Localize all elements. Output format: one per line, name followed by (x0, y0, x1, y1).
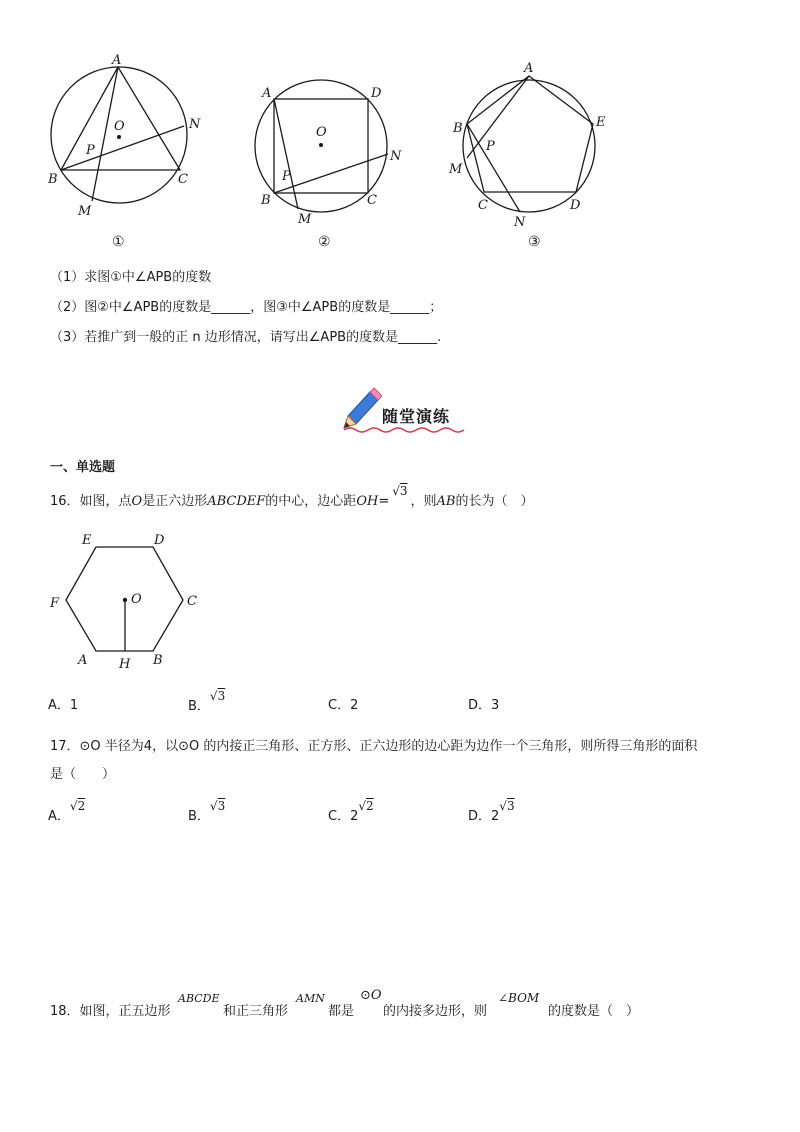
fig2-label-d: D (371, 86, 382, 101)
q17-option-b-key: B． (188, 809, 210, 824)
prev-q1: （1）求图①中∠APB的度数 (50, 270, 212, 285)
q16-text-d: = (378, 494, 390, 509)
fig3-label-e: E (596, 115, 606, 130)
fig2-caption: ② (318, 234, 331, 250)
fig3-label-a: A (524, 61, 534, 76)
q17-option-b[interactable] (188, 799, 226, 826)
q18-text-e: 的度数是（ ） (548, 1004, 640, 1019)
q16-option-b[interactable] (188, 689, 226, 716)
q16-option-d[interactable] (468, 697, 499, 715)
figure-3 (445, 50, 625, 250)
q17-option-d-key: D． (468, 809, 492, 824)
q17-option-c-key: C． (328, 809, 351, 824)
q17-option-c-coef: 2 (350, 809, 359, 824)
q16-option-c-key: C． (328, 698, 351, 713)
fig3-caption: ③ (528, 234, 541, 250)
fig2-line-bn (274, 154, 388, 193)
q16-option-a-val: 1 (69, 698, 79, 713)
fig1-label-b: B (48, 172, 58, 187)
q16-option-d-val: 3 (491, 698, 500, 713)
fig3-line-bn (467, 124, 520, 212)
hex-label-o: O (131, 592, 142, 607)
fig3-label-d: D (570, 198, 581, 213)
q17-option-a-sqrt: √2 (69, 799, 86, 813)
q18-sup-amn: AMN (296, 992, 325, 1005)
q16-var-oh: OH (356, 494, 379, 509)
fig3-label-c: C (478, 198, 488, 213)
q16-sqrt: √3 (392, 484, 408, 498)
q17-option-d-sqrt: √3 (499, 799, 515, 813)
prev-q3: （3）若推广到一般的正 n 边形情况，请写出∠APB的度数是______. (50, 330, 442, 345)
fig2-label-c: C (367, 193, 377, 208)
q16-text-c: 的中心，边心距 (265, 494, 357, 509)
q16-var-o: O (131, 494, 143, 509)
fig1-caption: ① (112, 234, 125, 250)
fig2-label-b: B (261, 193, 271, 208)
q16-text-f: 的长为（ ） (455, 494, 534, 509)
q16-option-d-key: D． (468, 698, 492, 713)
fig2-center-dot (319, 143, 323, 147)
q17-option-a[interactable] (48, 799, 86, 826)
fig2-label-p: P (282, 169, 291, 184)
q16-option-a[interactable] (48, 697, 78, 715)
prev-q2: （2）图②中∠APB的度数是______，图③中∠APB的度数是______； (50, 300, 443, 315)
hex-label-f: F (50, 596, 60, 611)
q16-option-a-key: A． (48, 698, 70, 713)
fig2-label-o: O (316, 125, 327, 140)
fig1-label-m: M (78, 204, 92, 219)
fig2-label-n: N (390, 149, 402, 164)
q18-text-c: 都是 (328, 1004, 355, 1019)
fig2-label-a: A (262, 86, 272, 101)
q16-text-e: ，则 (410, 494, 437, 509)
q17-option-c[interactable] (328, 799, 374, 826)
q16-text-a: 16．如图，点 (50, 494, 132, 509)
q16-option-b-sqrt: √3 (209, 689, 226, 703)
q16-option-c-val: 2 (350, 698, 359, 713)
fig3-label-b: B (453, 121, 463, 136)
q18-sup-abcde: ABCDE (178, 992, 220, 1005)
q18-sup-angle-bom: ∠BOM (498, 991, 540, 1005)
q18-sup-circle-o: ⊙O (360, 988, 382, 1003)
fig1-label-n: N (189, 117, 201, 132)
fig3-label-p: P (486, 139, 495, 154)
q16-option-c[interactable] (328, 697, 358, 715)
hex-label-a: A (78, 653, 88, 668)
q16-var-ab: AB (436, 494, 456, 509)
q17-line2: 是（ ） (50, 767, 116, 782)
figure-2 (250, 50, 430, 250)
q16-stem (50, 484, 534, 511)
fig1-center-dot (117, 135, 121, 139)
q16-sqrt-val: 3 (399, 484, 408, 498)
q16-var-poly: ABCDEF (207, 494, 266, 509)
q16-text-b: 是正六边形 (142, 494, 208, 509)
q17-option-b-sqrt: √3 (209, 799, 226, 813)
fig3-label-n: N (514, 215, 526, 230)
fig1-label-c: C (178, 172, 188, 187)
q16-option-b-key: B． (188, 699, 210, 714)
hexagon-center-dot (123, 598, 127, 602)
q18-text-a: 18．如图，正五边形 (50, 1004, 171, 1019)
banner-title: 随堂演练 (382, 407, 451, 426)
q17-option-a-key: A． (48, 809, 70, 824)
section-title: 一、单选题 (50, 460, 116, 475)
banner-underline (342, 426, 466, 434)
hexagon-figure (40, 530, 220, 675)
fig3-label-m: M (449, 162, 463, 177)
hex-label-h: H (119, 657, 131, 672)
q17-option-d-coef: 2 (491, 809, 500, 824)
hex-label-b: B (153, 653, 163, 668)
q17-line1: 17．⊙O 半径为4，以⊙O 的内接正三角形、正方形、正六边形的边心距为边作一个三角形，则所得三角形的面积 (50, 739, 698, 754)
q18-text-b: 和正三角形 (223, 1004, 289, 1019)
hex-label-d: D (154, 533, 165, 548)
q17-option-d[interactable] (468, 799, 515, 826)
figure-1 (40, 50, 220, 250)
q17-option-c-sqrt: √2 (358, 799, 374, 813)
fig1-label-p: P (86, 143, 95, 158)
banner (338, 386, 468, 434)
fig1-label-a: A (112, 53, 122, 68)
fig1-line-am (92, 67, 118, 201)
hex-label-e: E (82, 533, 92, 548)
fig2-label-m: M (298, 212, 312, 227)
fig1-label-o: O (114, 119, 125, 134)
hex-label-c: C (187, 594, 197, 609)
q18-text-d: 的内接多边形，则 (383, 1004, 488, 1019)
